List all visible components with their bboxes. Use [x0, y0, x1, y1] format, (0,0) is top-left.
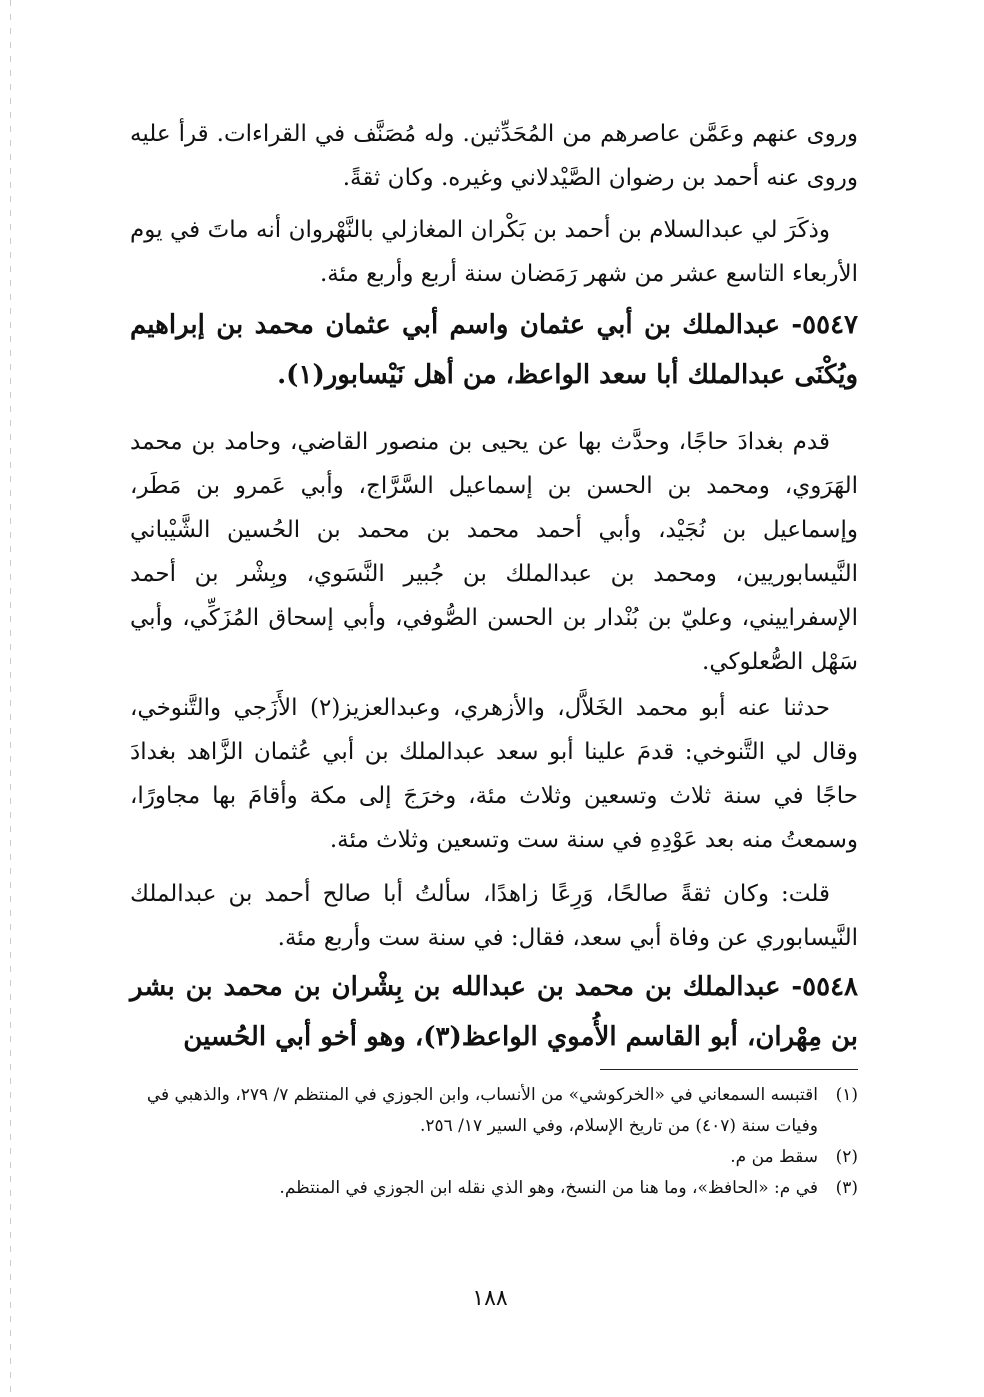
footnote-3: [130, 1173, 858, 1204]
footnote-text: اقتبسه السمعاني في «الخركوشي» من الأنساب، وابن الجوزي في المنتظم ٧/ ٢٧٩، والذهبي في وفيات سنة (٤٠٧) من تاريخ الإسلام، وفي السير ١٧/ ٢٥٦.: [146, 1085, 818, 1136]
footnote-1: [130, 1080, 858, 1142]
footnote-number: (٢): [835, 1147, 858, 1167]
footnote-text: سقط من م.: [730, 1147, 818, 1167]
footnote-text: في م: «الحافظ»، وما هنا من النسخ، وهو الذي نقله ابن الجوزي في المنتظم.: [279, 1178, 818, 1198]
footnote-number: (١): [835, 1085, 858, 1105]
footnote-divider: [600, 1069, 858, 1070]
footnotes: [130, 1080, 858, 1204]
page-number: ١٨٨: [472, 1286, 508, 1311]
footnote-number: (٣): [835, 1178, 858, 1198]
footnote-2: [130, 1142, 858, 1173]
paragraph-death-date: وذكَرَ لي عبدالسلام بن أحمد بن بَكْران المغازلي بالنَّهْروان أنه ماتَ في يوم الأربعاء التاسع عشر من شهر رَمَضان سنة أربع وأربع مئة.: [130, 217, 858, 287]
paragraph-narrators: وروى عنهم وعَمَّن عاصرهم من المُحَدِّثين. وله مُصَنَّف في القراءات. قرأ عليه وروى عنه أحمد بن رضوان الصَّيْدلاني وغيره. وكان ثقةً.: [130, 121, 858, 191]
scan-edge-line: [10, 0, 11, 1397]
entry-heading-5548: ٥٥٤٨- عبدالملك بن محمد بن عبدالله بن بِشْران بن محمد بن بشر بن مِهْران، أبو القاسم الأُموي الواعظ(٣)، وهو أخو أبي الحُسين: [130, 972, 858, 1052]
paragraph-assessment: قلت: وكان ثقةً صالحًا، وَرِعًا زاهدًا، سألتُ أبا صالح أحمد بن عبدالملك النَّيسابوري عن وفاة أبي سعد، فقال: في سنة ست وأربع مئة.: [130, 881, 858, 951]
paragraph-teachers: قدم بغدادَ حاجًا، وحدَّث بها عن يحيى بن منصور القاضي، وحامد بن محمد الهَرَوي، ومحمد بن الحسن بن إسماعيل السَّرَّاج، وأبي عَمرو بن مَطَر، وإسماعيل بن نُجَيْد، وأبي أحمد محمد بن محمد بن الحُسين الشَّيْباني النَّيسابوريين، ومحمد بن عبدالملك بن جُبير النَّسَوي، وبِشْر بن أحمد الإسفراييني، وعليّ بن بُنْدار بن الحسن الصُّوفي، وأبي إسحاق المُزَكِّي، وأبي سَهْل الصُّعلوكي.: [130, 429, 858, 675]
paragraph-students: حدثنا عنه أبو محمد الخَلاَّل، والأزهري، وعبدالعزيز(٢) الأَزَجي والتَّنوخي، وقال لي التَّنوخي: قدمَ علينا أبو سعد عبدالملك بن أبي عُثمان الزَّاهد بغدادَ حاجًا في سنة ثلاث وتسعين وثلاث مئة، وخرَجَ إلى مكة وأقامَ بها مجاورًا، وسمعتُ منه بعد عَوْدِهِ في سنة ست وتسعين وثلاث مئة.: [130, 695, 858, 853]
entry-heading-5547: ٥٥٤٧- عبدالملك بن أبي عثمان واسم أبي عثمان محمد بن إبراهيم ويُكْنَى عبدالملك أبا سعد الواعظ، من أهل نَيْسابور(١).: [130, 310, 858, 390]
